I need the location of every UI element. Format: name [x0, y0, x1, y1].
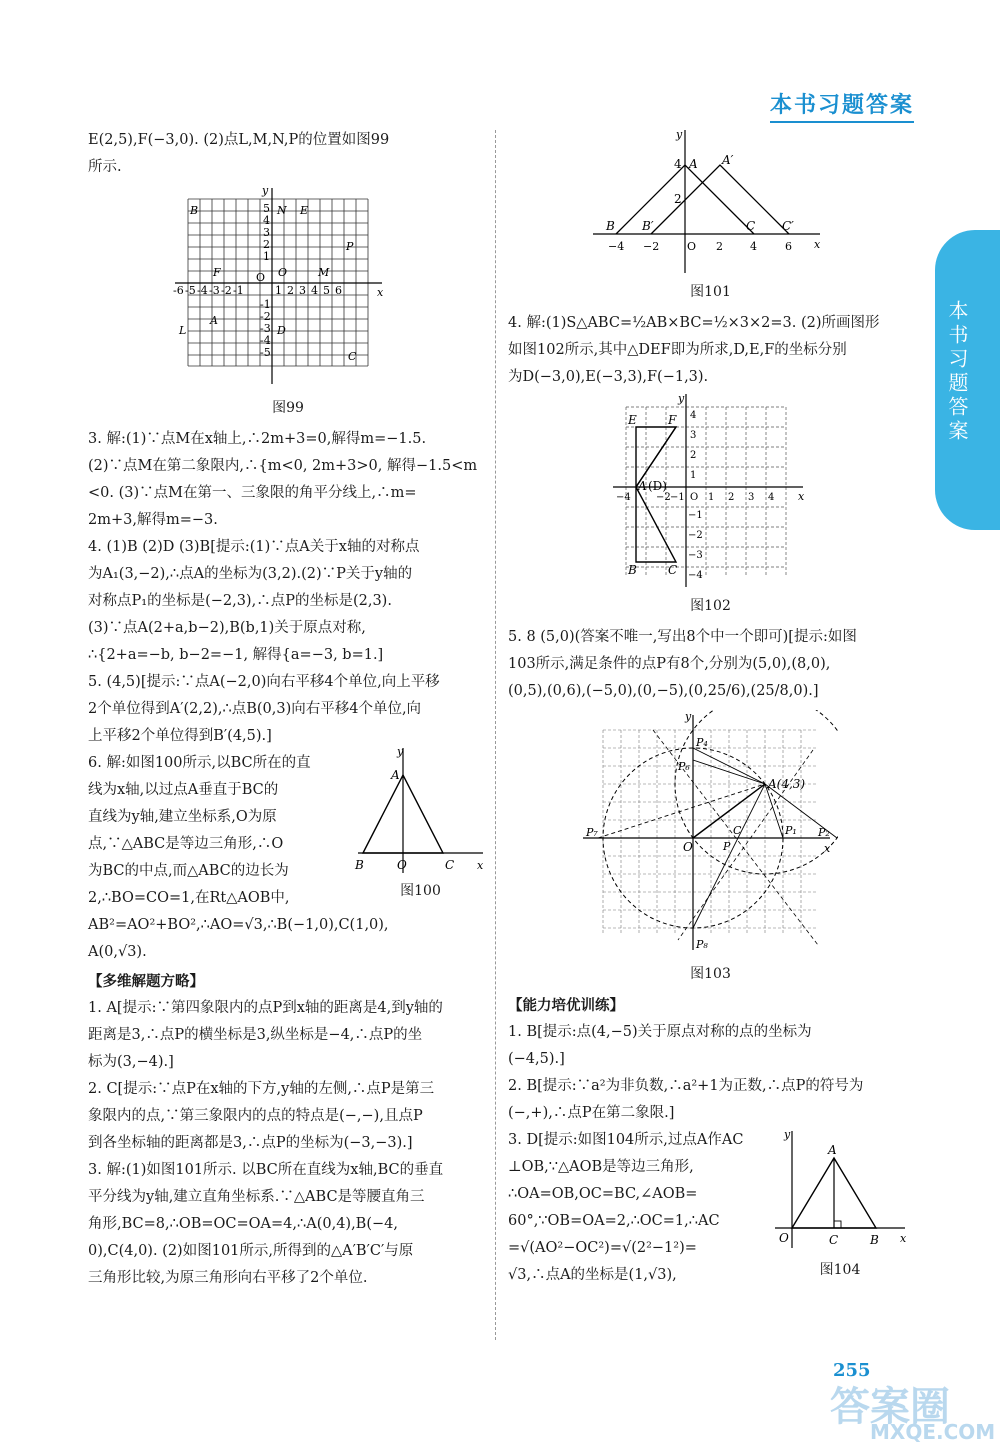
a3-line-6: √3,∴点A的坐标是(1,√3), [508, 1267, 677, 1283]
svg-text:−2: −2 [688, 530, 703, 541]
r4-line-1: 4. 解:(1)S△ABC=½AB×BC=½×3×2=3. (2)所画图形 [508, 315, 880, 331]
figure-104-caption: 图104 [819, 1262, 861, 1278]
a2-line-2: (−,+),∴点P在第二象限.] [508, 1105, 675, 1121]
svg-text:x: x [798, 490, 805, 503]
page-header-title: 本书习题答案 [770, 88, 914, 123]
svg-text:B: B [606, 219, 615, 233]
svg-text:B: B [355, 858, 364, 872]
svg-text:P₄: P₄ [696, 736, 708, 749]
q5-line-3: 上平移2个单位得到B′(4,5).] [88, 728, 272, 744]
q6-line-2: 线为x轴,以过点A垂直于BC的 [88, 782, 279, 798]
svg-text:P: P [346, 240, 354, 253]
svg-text:y: y [262, 184, 269, 197]
svg-text:4: 4 [263, 214, 270, 227]
svg-text:2: 2 [674, 192, 682, 206]
svg-text:4: 4 [768, 492, 775, 503]
figure-103 [578, 710, 838, 960]
right-column [508, 128, 913, 1290]
q3-line-2: (2)∵点M在第二象限内,∴{m<0, 2m+3>0, 解得−1.5<m [88, 458, 478, 474]
svg-text:A: A [391, 768, 400, 782]
q6-line-8: A(0,√3). [88, 944, 147, 960]
svg-text:2: 2 [716, 240, 723, 253]
m1-line-1: 1. A[提示:∵第四象限内的点P到x轴的距离是4,到y轴的 [88, 1000, 443, 1016]
q3-line-1: 3. 解:(1)∵点M在x轴上,∴2m+3=0,解得m=−1.5. [88, 431, 427, 447]
left-column [88, 128, 488, 1293]
svg-text:-5: -5 [185, 284, 196, 297]
svg-text:-3: -3 [260, 322, 271, 335]
q4-line-5: ∴{2+a=−b, b−2=−1, 解得{a=−3, b=1.] [88, 647, 384, 663]
svg-text:C: C [733, 824, 742, 837]
svg-text:B: B [628, 563, 637, 577]
svg-text:x: x [900, 1232, 907, 1245]
svg-text:1: 1 [275, 284, 282, 297]
m3-line-2: 平分线为y轴,建立直角坐标系.∵△ABC是等腰直角三 [88, 1189, 425, 1205]
a3-block [508, 1128, 913, 1288]
svg-text:C: C [348, 350, 357, 363]
page-number: 255 [833, 1360, 871, 1381]
svg-text:-5: -5 [260, 346, 271, 359]
q4-line-2: 为A₁(3,−2),∴点A的坐标为(3,2).(2)∵P关于y轴的 [88, 566, 413, 582]
svg-text:−4: −4 [608, 240, 625, 253]
svg-text:5: 5 [323, 284, 330, 297]
figure-99 [170, 184, 390, 394]
a2-line-1: 2. B[提示:∵a²为非负数,∴a²+1为正数,∴点P的符号为 [508, 1078, 864, 1094]
q3-line-3: <0. (3)∵点M在第一、三象限的角平分线上,∴m= [88, 485, 417, 501]
svg-text:O: O [397, 858, 407, 872]
q4-line-3: 对称点P₁的坐标是(−2,3),∴点P的坐标是(2,3). [88, 593, 392, 609]
figure-103-caption: 图103 [690, 966, 731, 982]
svg-text:6: 6 [785, 240, 792, 253]
svg-text:C: C [668, 563, 678, 577]
q6-line-4: 点,∵△ABC是等边三角形,∴O [88, 836, 284, 852]
watermark-url: MXQE.COM [870, 1420, 996, 1444]
column-divider [495, 130, 496, 1340]
r4-line-2: 如图102所示,其中△DEF即为所求,D,E,F的坐标分别 [508, 342, 847, 358]
m3-line-3: 角形,BC=8,∴OB=OC=OA=4,∴A(0,4),B(−4, [88, 1216, 398, 1232]
svg-text:-4: -4 [197, 284, 208, 297]
m2-line-1: 2. C[提示:∵点P在x轴的下方,y轴的左侧,∴点P是第三 [88, 1081, 435, 1097]
intro-line-1: E(2,5),F(−3,0). (2)点L,M,N,P的位置如图99 [88, 132, 390, 148]
q5-line-1: 5. (4,5)[提示:∵点A(−2,0)向右平移4个单位,向上平移 [88, 674, 440, 690]
q6-line-6: 2,∴BO=CO=1,在Rt△AOB中, [88, 890, 290, 906]
m3-line-5: 三角形比较,为原三角形向右平移了2个单位. [88, 1270, 368, 1286]
m3-line-4: 0),C(4,0). (2)如图101所示,所得到的△A′B′C′与原 [88, 1243, 414, 1259]
svg-text:F: F [213, 266, 221, 279]
svg-text:B: B [190, 204, 199, 217]
figure-102 [608, 392, 818, 592]
section-multi-dimensional: 【多维解题方略】 [88, 973, 204, 990]
svg-text:1: 1 [263, 250, 270, 263]
r5-line-1: 5. 8 (5,0)(答案不唯一,写出8个中一个即可)[提示:如图 [508, 629, 857, 645]
svg-text:-1: -1 [260, 298, 271, 311]
svg-text:3: 3 [299, 284, 306, 297]
a3-line-1: 3. D[提示:如图104所示,过点A作AC [508, 1132, 744, 1148]
figure-101-caption: 图101 [690, 284, 731, 300]
q6-line-3: 直线为y轴,建立坐标系,O为原 [88, 809, 277, 825]
svg-text:O: O [683, 840, 693, 854]
svg-text:O: O [256, 271, 266, 284]
svg-text:1: 1 [690, 470, 697, 481]
m3-line-1: 3. 解:(1)如图101所示. 以BC所在直线为x轴,BC的垂直 [88, 1162, 444, 1178]
svg-text:−2: −2 [656, 492, 671, 503]
m2-line-3: 到各坐标轴的距离都是3,∴点P的坐标为(−3,−3).] [88, 1135, 413, 1151]
svg-text:2: 2 [287, 284, 294, 297]
svg-text:-2: -2 [221, 284, 232, 297]
svg-text:y: y [784, 1128, 791, 1141]
watermark-logo: 答案圈 [830, 1384, 950, 1430]
q6-block [88, 745, 488, 911]
svg-text:(D): (D) [648, 479, 667, 493]
svg-text:y: y [397, 745, 404, 758]
m2-line-2: 象限内的点,∵第三象限内的点的特点是(−,−),且点P [88, 1108, 423, 1124]
svg-text:P₈: P₈ [696, 938, 708, 951]
svg-text:C′: C′ [782, 219, 794, 233]
svg-text:C: C [829, 1233, 839, 1247]
r4-line-3: 为D(−3,0),E(−3,3),F(−1,3). [508, 369, 709, 385]
svg-text:P₁: P₁ [785, 824, 797, 837]
svg-text:O: O [690, 492, 699, 503]
svg-text:4: 4 [311, 284, 318, 297]
a1-line-1: 1. B[提示:点(4,−5)关于原点对称的点的坐标为 [508, 1024, 812, 1040]
svg-text:A(4,3): A(4,3) [768, 777, 806, 791]
a3-line-3: ∴OA=OB,OC=BC,∠AOB= [508, 1186, 698, 1202]
r5-line-3: (0,5),(0,6),(−5,0),(0,−5),(0,25/6),(25/8,0).] [508, 683, 819, 699]
svg-text:−2: −2 [643, 240, 660, 253]
svg-text:P₂: P₂ [818, 826, 830, 839]
svg-text:4: 4 [674, 157, 682, 171]
svg-text:−1: −1 [688, 510, 703, 521]
svg-text:A′: A′ [722, 153, 734, 167]
svg-text:x: x [477, 859, 484, 872]
figure-101 [588, 128, 828, 278]
a3-line-5: =√(AO²−OC²)=√(2²−1²)= [508, 1240, 697, 1256]
figure-102-caption: 图102 [690, 598, 731, 614]
svg-text:-6: -6 [173, 284, 184, 297]
svg-text:F: F [668, 413, 677, 427]
svg-text:−4: −4 [688, 570, 703, 581]
svg-text:−1: −1 [670, 492, 685, 503]
a3-line-4: 60°,∵OB=OA=2,∴OC=1,∴AC [508, 1213, 720, 1229]
q5-line-2: 2个单位得到A′(2,2),∴点B(0,3)向右平移4个单位,向 [88, 701, 422, 717]
svg-text:N: N [277, 204, 287, 217]
svg-text:4: 4 [750, 240, 757, 253]
svg-text:1: 1 [708, 492, 715, 503]
svg-text:2: 2 [728, 492, 735, 503]
svg-text:3: 3 [690, 430, 697, 441]
q6-line-5: 为BC的中点,而△ABC的边长为 [88, 863, 289, 879]
svg-text:x: x [814, 238, 821, 251]
q6-line-7: AB²=AO²+BO²,∴AO=√3,∴B(−1,0),C(1,0), [88, 917, 389, 933]
svg-text:6: 6 [335, 284, 342, 297]
svg-text:3: 3 [748, 492, 755, 503]
svg-text:y: y [685, 710, 692, 723]
svg-text:E: E [300, 204, 309, 217]
svg-text:C: C [746, 219, 756, 233]
intro-line-2: 所示. [88, 159, 122, 175]
svg-text:C: C [445, 858, 455, 872]
svg-text:-4: -4 [260, 334, 271, 347]
svg-text:D: D [277, 324, 286, 337]
svg-text:A: A [689, 157, 698, 171]
svg-text:x: x [824, 842, 831, 855]
figure-100-caption: 图100 [400, 883, 441, 899]
svg-text:−3: −3 [688, 550, 703, 561]
svg-text:y: y [678, 392, 685, 405]
svg-text:L: L [179, 324, 187, 337]
svg-text:−4: −4 [616, 492, 631, 503]
side-tab-label: 本书习题答案 [945, 300, 969, 444]
svg-text:y: y [676, 128, 683, 141]
svg-text:P₇: P₇ [586, 826, 598, 839]
svg-text:P₆: P₆ [678, 760, 690, 773]
q4-line-1: 4. (1)B (2)D (3)B[提示:(1)∵点A关于x轴的对称点 [88, 539, 420, 555]
m1-line-3: 标为(3,−4).] [88, 1054, 174, 1070]
svg-text:-2: -2 [260, 310, 271, 323]
q4-line-4: (3)∵点A(2+a,b−2),B(b,1)关于原点对称, [88, 620, 366, 636]
svg-text:A: A [638, 479, 647, 493]
section-ability-training: 【能力培优训练】 [508, 997, 624, 1014]
svg-text:5: 5 [263, 202, 270, 215]
svg-text:A: A [828, 1143, 837, 1157]
svg-text:2: 2 [690, 450, 697, 461]
svg-text:O: O [278, 266, 288, 279]
svg-text:A: A [210, 314, 218, 327]
a1-line-2: (−4,5).] [508, 1051, 565, 1067]
svg-text:2: 2 [263, 238, 270, 251]
svg-text:E: E [628, 413, 637, 427]
q6-line-1: 6. 解:如图100所示,以BC所在的直 [88, 755, 311, 771]
svg-text:P: P [723, 840, 731, 853]
svg-text:-1: -1 [233, 284, 244, 297]
svg-text:B′: B′ [642, 219, 654, 233]
figure-100 [353, 743, 488, 878]
figure-99-caption: 图99 [272, 400, 304, 416]
a3-line-2: ⊥OB,∵△AOB是等边三角形, [508, 1159, 694, 1175]
figure-104 [770, 1128, 910, 1253]
svg-text:-3: -3 [209, 284, 220, 297]
svg-text:B: B [870, 1233, 879, 1247]
m1-line-2: 距离是3,∴点P的横坐标是3,纵坐标是−4,∴点P的坐 [88, 1027, 423, 1043]
svg-text:M: M [318, 266, 330, 279]
svg-text:4: 4 [690, 410, 697, 421]
svg-text:O: O [687, 240, 697, 253]
q3-line-4: 2m+3,解得m=−3. [88, 512, 218, 528]
svg-text:O: O [779, 1231, 789, 1245]
svg-text:3: 3 [263, 226, 270, 239]
r5-line-2: 103所示,满足条件的点P有8个,分别为(5,0),(8,0), [508, 656, 831, 672]
svg-text:x: x [377, 286, 384, 299]
